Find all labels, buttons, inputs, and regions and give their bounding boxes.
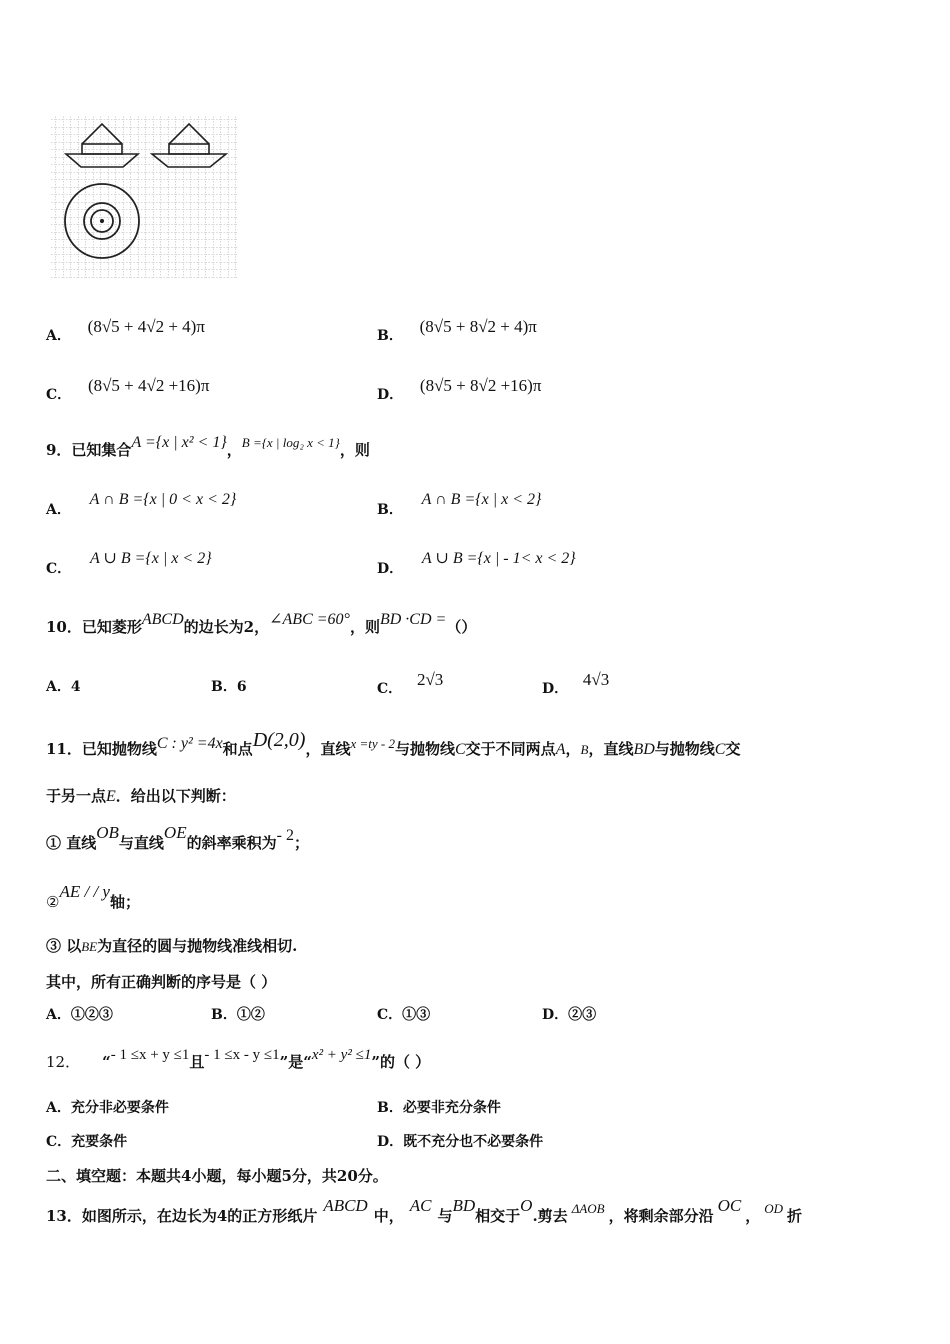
q8-option-a[interactable] <box>46 317 205 344</box>
q10-option-c[interactable] <box>377 670 444 697</box>
q12-text: 且 <box>189 1053 205 1071</box>
option-value: 4 <box>70 679 81 695</box>
option-label: D． <box>377 387 404 403</box>
q11-var: BD <box>633 741 655 758</box>
q11-text: ③ 以 <box>46 937 82 955</box>
option-label: C． <box>377 681 403 697</box>
option-label: A． <box>46 502 71 518</box>
q11-text: 和点 <box>222 740 253 758</box>
q12-cond-3: x² + y² ≤1 <box>311 1047 372 1063</box>
q11-var: B <box>580 742 589 757</box>
q11-option-c[interactable]: C．①③ <box>377 1007 431 1023</box>
option-expr: A ∪ B ={x | x < 2} <box>89 550 212 567</box>
q11-text: 与抛物线 <box>654 740 715 758</box>
q11-var: E <box>106 788 116 805</box>
q11-text: 轴； <box>109 893 140 911</box>
option-label: D． <box>377 561 404 577</box>
q8-option-c[interactable] <box>46 376 210 403</box>
q13-text: 折 <box>787 1207 803 1225</box>
q11-statement-1 <box>46 823 309 852</box>
q8-option-d[interactable] <box>377 376 542 403</box>
q11-ask: 其中，所有正确判断的序号是（ ） <box>46 973 277 991</box>
q11-parabola: C : y² =4x <box>156 735 223 752</box>
q11-line: x =ty - 2 <box>350 736 395 751</box>
q11-text: ，直线 <box>588 740 634 758</box>
q11-text: ② <box>46 893 60 911</box>
q11-text: ； <box>293 834 309 852</box>
option-label: B． <box>211 679 237 695</box>
q10-mid1: 的边长为2， <box>183 618 270 636</box>
q11-text: ，直线 <box>305 740 351 758</box>
q11-text: 为直径的圆与抛物线准线相切. <box>97 937 298 955</box>
q13-var: OD <box>764 1201 784 1216</box>
q12-number: 12． <box>46 1053 81 1071</box>
q10-option-a[interactable] <box>46 679 81 694</box>
q10-blank: （） <box>446 618 477 636</box>
q11-text: 11．已知抛物线 <box>46 740 157 758</box>
q12-text: ”是“ <box>279 1053 312 1071</box>
q9-option-a[interactable] <box>46 491 237 518</box>
option-label: A． <box>46 328 71 344</box>
q11-var: OB <box>96 823 119 842</box>
q11-var: A <box>555 741 566 758</box>
q10-shape: ABCD <box>141 611 184 628</box>
option-expr: (8√5 + 8√2 + 4)π <box>419 317 537 336</box>
q11-value: - 2 <box>276 827 294 844</box>
q13-var: ΔAOB <box>571 1201 605 1216</box>
q11-point: D(2,0) <box>252 729 306 751</box>
q9-prefix: 9．已知集合 <box>46 441 132 459</box>
q9-set-b: B ={x | log₂ x < 1} <box>241 435 340 450</box>
option-label: B． <box>377 502 403 518</box>
q13-text: .剪去 <box>532 1207 568 1225</box>
q13-var: ABCD <box>323 1196 368 1215</box>
question-11-line-2 <box>46 789 236 805</box>
q11-var: C <box>455 741 466 758</box>
q13-text: 13．如图所示，在边长为4的正方形纸片 <box>46 1207 318 1225</box>
option-expr: A ∩ B ={x | x < 2} <box>421 491 542 508</box>
q10-prefix: 10．已知菱形 <box>46 618 142 636</box>
q11-var: AE / / y <box>59 882 110 901</box>
option-expr: A ∪ B ={x | - 1< x < 2} <box>421 550 576 567</box>
q13-text: 中， <box>373 1207 404 1225</box>
option-label: C． <box>46 561 72 577</box>
q11-statement-3 <box>46 939 297 954</box>
q11-text: ① 直线 <box>46 834 97 852</box>
question-13 <box>46 1196 803 1225</box>
q8-option-b[interactable] <box>377 317 537 344</box>
q11-option-a[interactable]: A．①②③ <box>46 1007 113 1023</box>
q9-option-b[interactable] <box>377 491 542 518</box>
grid-background <box>50 116 238 278</box>
q11-text: 与抛物线 <box>394 740 455 758</box>
q9-set-a: A ={x | x² < 1} <box>131 434 227 451</box>
q9-option-d[interactable] <box>377 550 576 577</box>
q11-option-d[interactable]: D．②③ <box>542 1007 597 1023</box>
q10-mid2: ，则 <box>349 618 380 636</box>
q12-option-c[interactable]: C．充要条件 <box>46 1134 128 1150</box>
q12-cond-2: - 1 ≤x - y ≤1 <box>204 1047 280 1063</box>
q11-option-b[interactable]: B．①② <box>211 1007 265 1023</box>
q11-statement-2 <box>46 882 140 911</box>
q11-text: 于另一点 <box>46 787 107 805</box>
q13-text: ， <box>745 1207 761 1225</box>
q12-option-a[interactable]: A．充分非必要条件 <box>46 1100 169 1116</box>
q12-text: ”的（ ） <box>371 1053 431 1071</box>
option-value: 4√3 <box>582 670 610 689</box>
question-9 <box>46 434 370 459</box>
q12-option-d[interactable]: D．既不充分也不必要条件 <box>377 1134 544 1150</box>
three-view-figure <box>48 112 243 284</box>
q9-comma: ， <box>226 441 242 459</box>
option-label: C． <box>46 387 72 403</box>
q11-text: 交 <box>725 740 741 758</box>
q13-var: BD <box>452 1196 476 1215</box>
q11-text: ， <box>565 740 581 758</box>
option-label: B． <box>377 328 403 344</box>
option-expr: A ∩ B ={x | 0 < x < 2} <box>89 491 237 508</box>
q12-text: “ <box>102 1053 111 1071</box>
option-expr: (8√5 + 8√2 +16)π <box>419 376 542 395</box>
q11-text: 与直线 <box>118 834 164 852</box>
q11-var: OE <box>163 823 187 842</box>
q12-option-b[interactable]: B．必要非充分条件 <box>377 1100 501 1116</box>
q10-option-d[interactable] <box>542 670 610 697</box>
q13-var: AC <box>409 1196 432 1215</box>
q11-var: BE <box>81 939 98 954</box>
q9-suffix: ，则 <box>339 441 370 459</box>
option-expr: (8√5 + 4√2 + 4)π <box>87 317 205 336</box>
question-12 <box>46 1047 431 1071</box>
q10-vec: BD ·CD = <box>379 611 447 628</box>
question-10 <box>46 611 477 636</box>
q11-text: 交于不同两点 <box>465 740 556 758</box>
question-11-line-1 <box>46 729 741 758</box>
q13-var: OC <box>717 1196 742 1215</box>
option-label: D． <box>542 681 569 697</box>
q13-text: 相交于 <box>475 1207 521 1225</box>
option-value: 2√3 <box>416 670 444 689</box>
option-value: 6 <box>236 679 247 695</box>
section-2-heading: 二、填空题：本题共4小题，每小题5分，共20分。 <box>46 1167 388 1185</box>
option-label: A． <box>46 679 71 695</box>
q10-angle: ∠ABC =60° <box>269 611 350 628</box>
q13-var: O <box>520 1196 533 1215</box>
q9-option-c[interactable] <box>46 550 212 577</box>
option-expr: (8√5 + 4√2 +16)π <box>87 376 210 395</box>
q13-text: ，将剩余部分沿 <box>608 1207 714 1225</box>
q10-option-b[interactable] <box>211 679 247 694</box>
q11-var: C <box>714 741 726 758</box>
q11-text: 的斜率乘积为 <box>186 834 277 852</box>
q11-text: ．给出以下判断： <box>115 787 236 805</box>
q12-cond-1: - 1 ≤x + y ≤1 <box>110 1047 190 1063</box>
q13-text: 与 <box>437 1207 453 1225</box>
